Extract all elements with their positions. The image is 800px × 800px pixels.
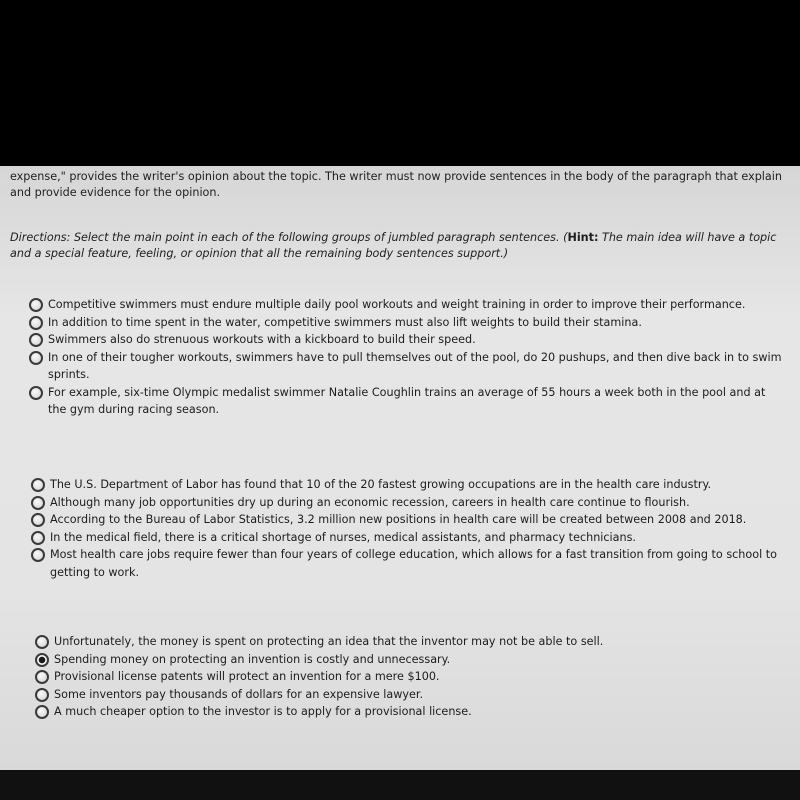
option-text: For example, six-time Olympic medalist swimmer Natalie Coughlin trains an average of 55 hours a week both in the pool and at the gym during racing season. — [48, 385, 766, 416]
option-text: Swimmers also do strenuous workouts with a kickboard to build their speed. — [48, 333, 476, 346]
answer-option[interactable] — [27, 296, 782, 314]
option-text: Some inventors pay thousands of dollars for an expensive lawyer. — [54, 687, 424, 701]
directions-paragraph — [10, 230, 790, 262]
radio-button[interactable] — [29, 351, 43, 365]
directions-text: Directions: Select the main point in each of the following groups of jumbled paragraph sentences. ( — [10, 231, 568, 244]
quiz-page — [0, 166, 800, 770]
radio-button[interactable] — [31, 531, 45, 545]
answer-option[interactable] — [27, 331, 782, 349]
radio-button[interactable] — [35, 705, 49, 719]
option-text: According to the Bureau of Labor Statistics, 3.2 million new positions in health care will be created between 2008 and 2018. — [50, 513, 747, 526]
option-text: Most health care jobs require fewer than four years of college education, which allows for a fast transition from going to school to getting to work. — [50, 548, 777, 579]
radio-button[interactable] — [29, 333, 43, 347]
answer-option[interactable] — [33, 633, 788, 651]
option-text: Unfortunately, the money is spent on protecting an idea that the inventor may not be able to sell. — [54, 635, 604, 648]
radio-button[interactable] — [31, 496, 45, 510]
intro-paragraph: expense," provides the writer's opinion about the topic. The writer must now provide sentences in the body of the paragraph that explain and provide evidence for the opinion. — [10, 170, 782, 199]
dark-bezel-top — [0, 0, 800, 168]
answer-option[interactable] — [33, 686, 788, 704]
answer-option[interactable] — [29, 546, 784, 581]
dark-bezel-bottom — [0, 770, 800, 800]
option-text: Competitive swimmers must endure multiple daily pool workouts and weight training in order to improve their performance. — [48, 298, 746, 311]
option-text: Provisional license patents will protect an invention for a mere $100. — [54, 670, 440, 683]
answer-option[interactable] — [29, 511, 784, 529]
answer-option[interactable] — [33, 703, 788, 721]
answer-option[interactable] — [27, 349, 782, 384]
radio-button[interactable] — [31, 513, 45, 527]
radio-button-selected[interactable] — [35, 653, 49, 667]
answer-option[interactable] — [33, 668, 788, 686]
answer-option[interactable] — [29, 529, 784, 547]
hint-label: Hint: — [567, 231, 599, 244]
option-text: In one of their tougher workouts, swimmers have to pull themselves out of the pool, do 20 pushups, and then dive back in to swim sprints. — [48, 350, 782, 381]
answer-option[interactable] — [29, 476, 784, 494]
radio-button[interactable] — [29, 316, 43, 330]
radio-button[interactable] — [29, 386, 43, 400]
radio-button[interactable] — [29, 298, 43, 312]
question-group-1 — [27, 296, 782, 419]
radio-button[interactable] — [31, 478, 45, 492]
directions-suffix: ) — [503, 247, 509, 260]
radio-button[interactable] — [35, 688, 49, 702]
answer-option[interactable] — [27, 384, 782, 419]
radio-button[interactable] — [35, 635, 49, 649]
answer-option[interactable] — [29, 494, 784, 512]
radio-button[interactable] — [35, 670, 49, 684]
answer-option[interactable] — [27, 314, 782, 332]
option-text: The U.S. Department of Labor has found that 10 of the 20 fastest growing occupations are in the health care industry. — [50, 478, 712, 491]
option-text: Although many job opportunities dry up during an economic recession, careers in health care continue to flourish. — [50, 495, 690, 509]
hint-text: The main idea will have a topic and a special feature, feeling, or opinion that all the remaining body sentences support. — [10, 231, 777, 260]
answer-option[interactable] — [33, 651, 788, 669]
radio-button[interactable] — [31, 548, 45, 562]
option-text: In addition to time spent in the water, competitive swimmers must also lift weights to build their stamina. — [48, 315, 642, 329]
option-text: A much cheaper option to the investor is to apply for a provisional license. — [54, 705, 472, 718]
question-group-3 — [33, 633, 788, 721]
option-text: Spending money on protecting an invention is costly and unnecessary. — [54, 652, 451, 666]
option-text: In the medical field, there is a critical shortage of nurses, medical assistants, and pharmacy technicians. — [50, 530, 636, 544]
question-group-2 — [29, 476, 784, 581]
